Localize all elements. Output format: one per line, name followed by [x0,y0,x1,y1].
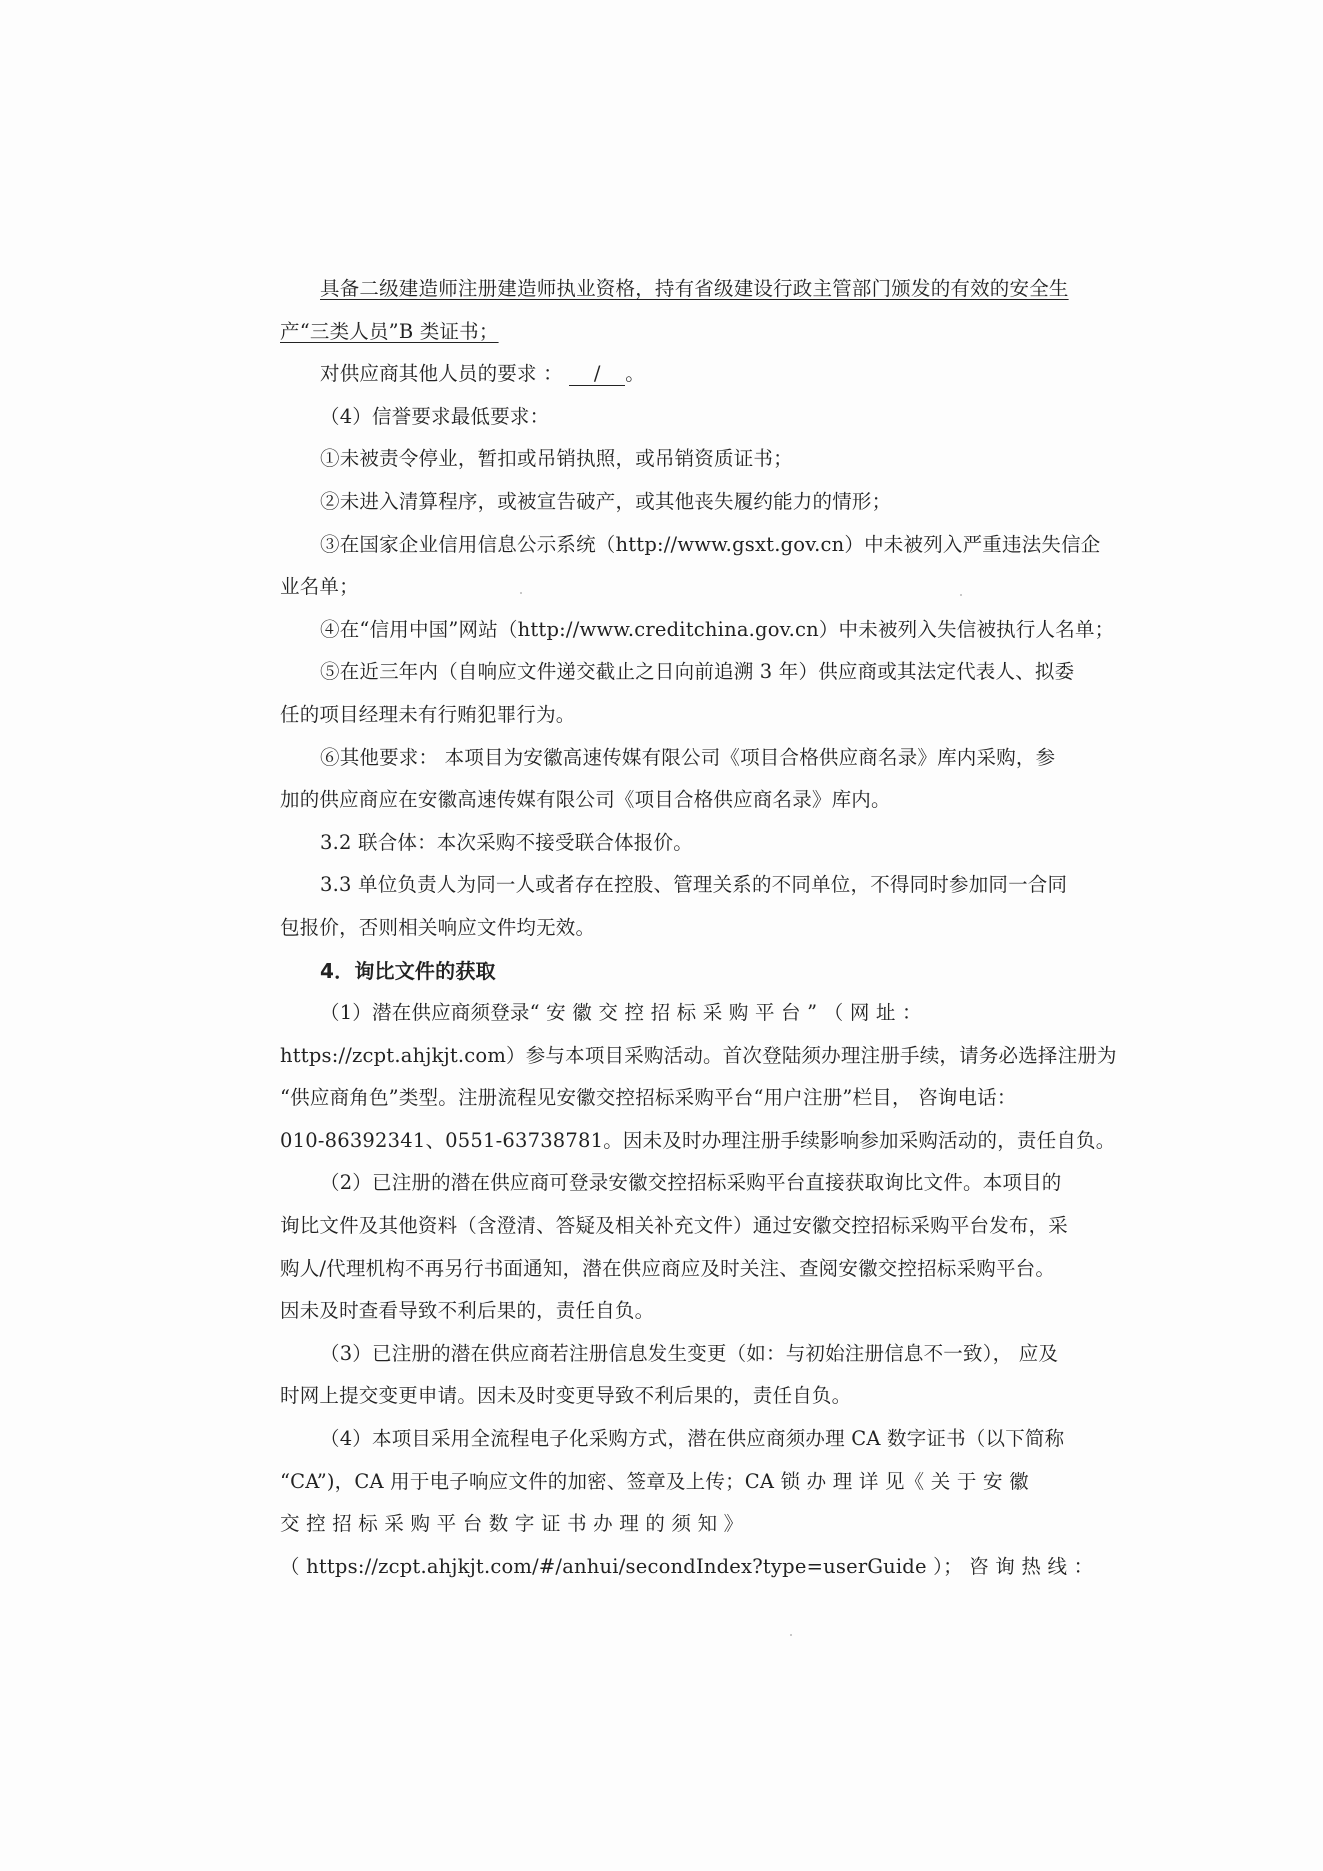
acquisition-item-3-line-2: 时网上提交变更申请。因未及时变更导致不利后果的，责任自负。 [280,1384,852,1408]
document-body [280,268,1117,1588]
credit-item-6-line-1: ⑥其他要求： 本项目为安徽高速传媒有限公司《项目合格供应商名录》库内采购，参 [320,745,1056,769]
scan-speck [960,594,962,596]
acquisition-item-4-line-2: “CA”)，CA 用于电子响应文件的加密、签章及上传；CA 锁 办 理 详 见《 关 于 安 徽 [280,1469,1029,1493]
acquisition-item-1-line-3: “供应商角色”类型。注册流程见安徽交控招标采购平台“用户注册”栏目， 咨询电话： [280,1086,1017,1110]
acquisition-item-2-line-4: 因未及时查看导致不利后果的，责任自负。 [280,1299,655,1323]
qualification-line-2-text: 产“三类人员”B 类证书； [280,319,499,343]
other-staff-label: 对供应商其他人员的要求 ： [320,362,563,386]
acquisition-item-1-line-4: 010-86392341、0551-63738781。因未及时办理注册手续影响参加采购活动的，责任自负。 [280,1128,1116,1152]
acquisition-item-3-line-1: （3）已注册的潜在供应商若注册信息发生变更（如：与初始注册信息不一致）， 应及 [320,1341,1059,1365]
section-heading-4: 4．询比文件的获取 [320,958,496,983]
credit-item-3-line-2: 业名单； [280,575,359,599]
credit-requirement-heading: （4）信誉要求最低要求： [320,404,550,428]
other-staff-period: 。 [625,362,645,386]
credit-item-2: ②未进入清算程序，或被宣告破产，或其他丧失履约能力的情形； [320,489,892,513]
acquisition-item-4-line-4: （ https://zcpt.ahjkjt.com/#/anhui/secondIndex?type=userGuide ）； 咨 询 热 线 ： [280,1554,1094,1578]
credit-item-4: ④在“信用中国”网站（http://www.creditchina.gov.cn）中未被列入失信被执行人名单； [320,617,1115,641]
acquisition-item-2-line-2: 询比文件及其他资料（含澄清、答疑及相关补充文件）通过安徽交控招标采购平台发布，采 [280,1214,1069,1238]
affiliation-clause-line-2: 包报价，否则相关响应文件均无效。 [280,915,596,939]
scan-speck [790,1634,792,1636]
acquisition-item-1-line-2: https://zcpt.ahjkjt.com）参与本项目采购活动。首次登陆须办理注册手续，请务必选择注册为 [280,1043,1117,1067]
credit-item-1: ①未被责令停业，暂扣或吊销执照，或吊销资质证书； [320,447,793,471]
qualification-line-1: 具备二级建造师注册建造师执业资格，持有省级建设行政主管部门颁发的有效的安全生 [320,277,1069,300]
consortium-clause: 3.2 联合体：本次采购不接受联合体报价。 [320,830,693,854]
other-staff-requirement [280,353,1080,396]
affiliation-clause-line-1: 3.3 单位负责人为同一人或者存在控股、管理关系的不同单位，不得同时参加同一合同 [320,873,1068,897]
credit-item-6-line-2: 加的供应商应在安徽高速传媒有限公司《项目合格供应商名录》库内。 [280,788,891,812]
qualification-line-2 [280,311,1080,354]
credit-item-5-line-2: 任的项目经理未有行贿犯罪行为。 [280,702,576,726]
acquisition-item-4-line-1: （4）本项目采用全流程电子化采购方式，潜在供应商须办理 CA 数字证书（以下简称 [320,1427,1065,1451]
credit-item-5-line-1: ⑤在近三年内（自响应文件递交截止之日向前追溯 3 年）供应商或其法定代表人、拟委 [320,660,1075,684]
acquisition-item-4-line-3: 交 控 招 标 采 购 平 台 数 字 证 书 办 理 的 须 知 》 [280,1512,744,1536]
acquisition-item-1-line-1: （1）潜在供应商须登录“ 安 徽 交 控 招 标 采 购 平 台 ” （ 网 址 ： [320,1001,922,1025]
acquisition-item-2-line-3: 购人/代理机构不再另行书面通知，潜在供应商应及时关注、查阅安徽交控招标采购平台。 [280,1256,1056,1280]
other-staff-value: / [569,363,625,386]
acquisition-item-2-line-1: （2）已注册的潜在供应商可登录安徽交控招标采购平台直接获取询比文件。本项目的 [320,1171,1062,1195]
scan-speck [520,592,522,594]
credit-item-3-line-1: ③在国家企业信用信息公示系统（http://www.gsxt.gov.cn）中未被列入严重违法失信企 [320,532,1101,556]
